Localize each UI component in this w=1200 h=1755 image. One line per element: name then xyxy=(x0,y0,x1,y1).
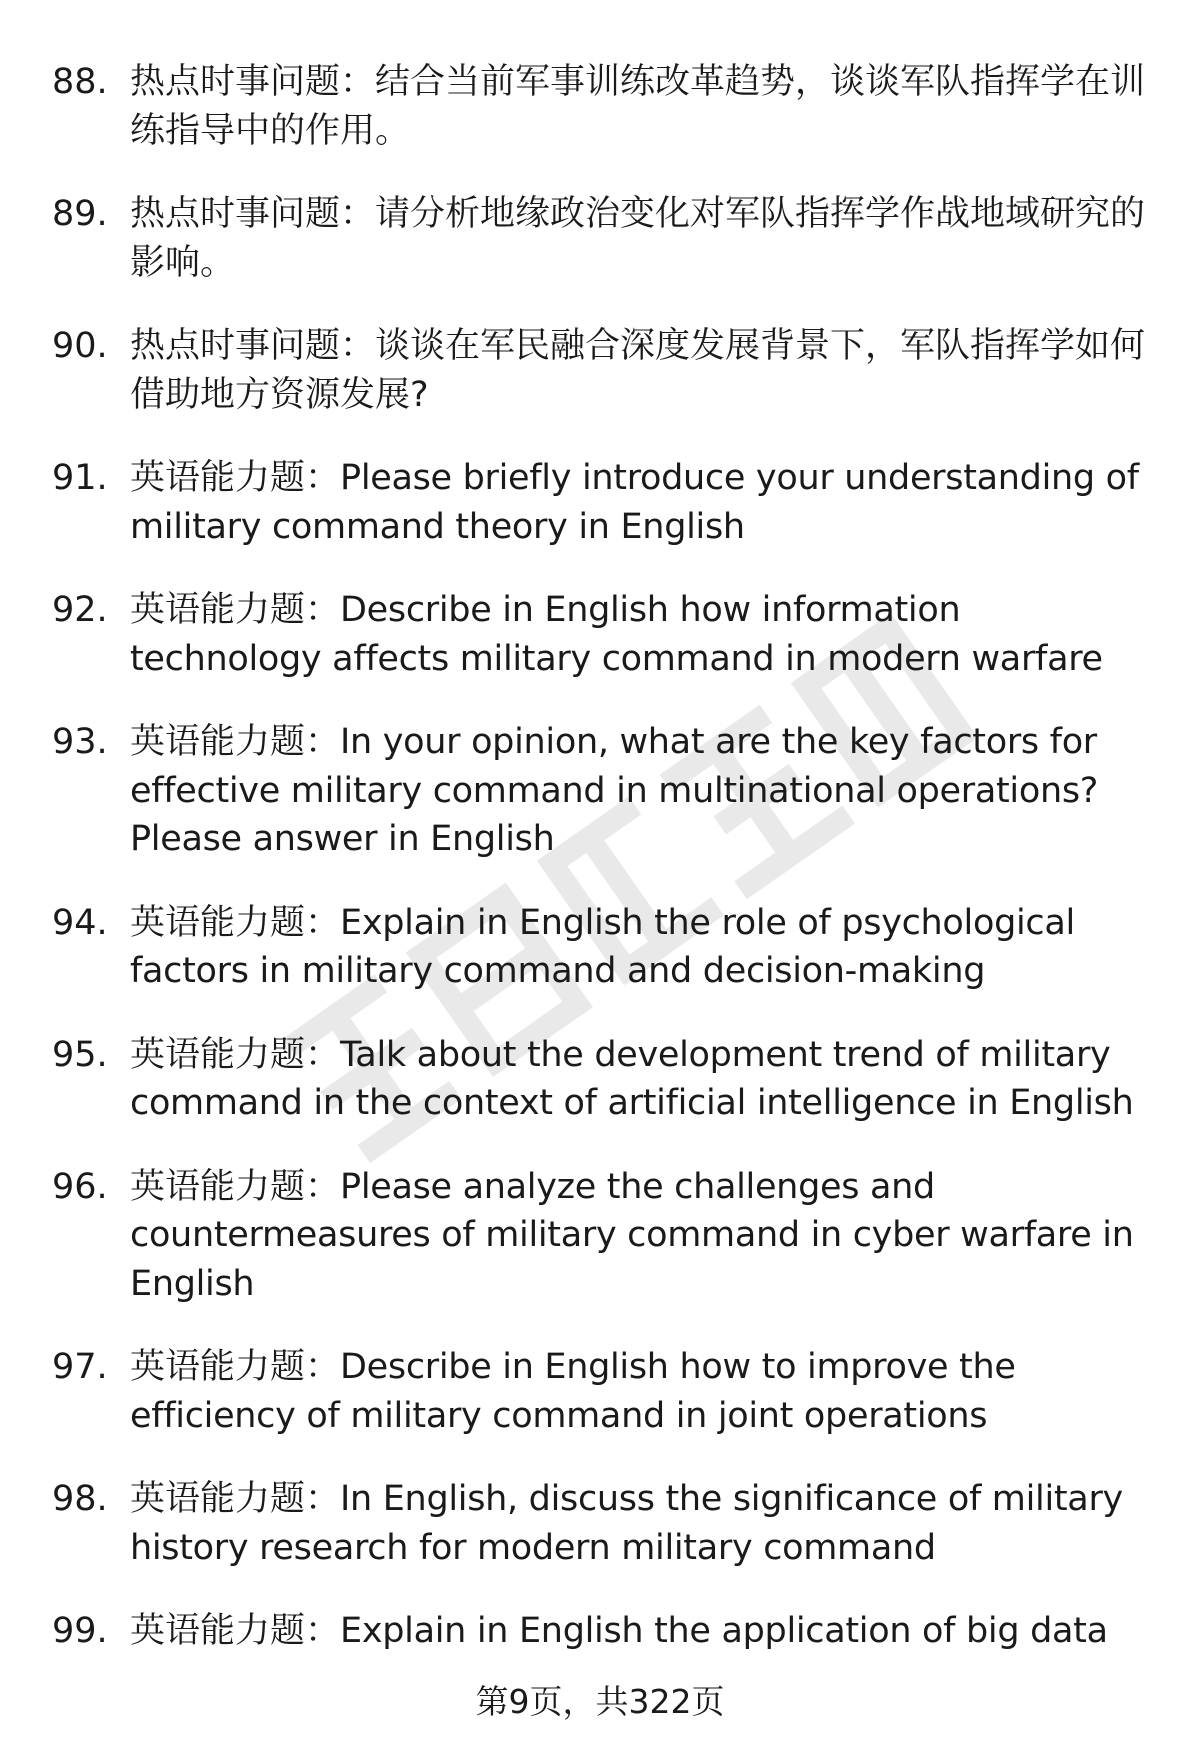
question-item xyxy=(52,322,1152,419)
question-item xyxy=(52,718,1152,864)
question-number: 89. xyxy=(52,194,108,234)
question-body: 请分析地缘政治变化对军队指挥学作战地域研究的影响。 xyxy=(130,194,1146,283)
question-item xyxy=(52,586,1152,683)
question-body: In English, discuss the significance of military history research for modern military command xyxy=(130,1479,1123,1568)
question-text xyxy=(130,1475,1152,1572)
question-item xyxy=(52,454,1152,551)
question-number: 90. xyxy=(52,326,108,366)
question-text xyxy=(130,1607,1152,1656)
question-item xyxy=(52,899,1152,996)
question-number: 96. xyxy=(52,1166,108,1207)
question-number: 94. xyxy=(52,902,108,943)
question-number: 88. xyxy=(52,62,108,102)
question-text xyxy=(130,1031,1152,1128)
question-item xyxy=(52,1163,1152,1309)
question-item xyxy=(52,1607,1152,1656)
question-category: 英语能力题： xyxy=(130,458,341,498)
question-text xyxy=(130,1343,1152,1440)
question-item xyxy=(52,1343,1152,1440)
question-text xyxy=(130,1163,1152,1309)
question-item xyxy=(52,1475,1152,1572)
question-number: 91. xyxy=(52,458,108,498)
question-body: Please analyze the challenges and countermeasures of military command in cyber warfare in English xyxy=(130,1166,1134,1304)
question-body: Describe in English how to improve the efficiency of military command in joint operations xyxy=(130,1347,1016,1436)
question-category: 英语能力题： xyxy=(130,1611,341,1651)
question-item xyxy=(52,1031,1152,1128)
question-text xyxy=(130,454,1152,551)
question-category: 英语能力题： xyxy=(130,1479,341,1519)
question-text xyxy=(130,190,1152,287)
question-list xyxy=(52,58,1152,1691)
question-number: 99. xyxy=(52,1611,108,1651)
question-body: Describe in English how information technology affects military command in modern warfare xyxy=(130,590,1103,679)
question-text xyxy=(130,718,1152,864)
question-category: 热点时事问题： xyxy=(130,326,376,366)
question-number: 97. xyxy=(52,1347,108,1387)
question-item xyxy=(52,58,1152,155)
question-category: 热点时事问题： xyxy=(130,194,376,234)
question-number: 93. xyxy=(52,722,108,762)
question-body: 谈谈在军民融合深度发展背景下，军队指挥学如何借助地方资源发展? xyxy=(130,326,1146,415)
question-number: 92. xyxy=(52,590,108,630)
question-body: In your opinion, what are the key factors for effective military command in multinational operations? Please answer in English xyxy=(130,722,1099,859)
question-item xyxy=(52,190,1152,287)
question-category: 英语能力题： xyxy=(130,590,341,630)
question-category: 英语能力题： xyxy=(130,902,341,943)
question-text xyxy=(130,322,1152,419)
question-body: Explain in English the role of psychological factors in military command and decision-making xyxy=(130,902,1075,991)
question-category: 英语能力题： xyxy=(130,1347,341,1387)
question-number: 95. xyxy=(52,1034,108,1075)
question-category: 英语能力题： xyxy=(130,722,341,762)
question-text xyxy=(130,586,1152,683)
question-category: 热点时事问题： xyxy=(130,62,376,102)
question-body: 结合当前军事训练改革趋势，谈谈军队指挥学在训练指导中的作用。 xyxy=(130,62,1146,151)
question-number: 98. xyxy=(52,1479,108,1519)
page-footer: 第9页，共322页 xyxy=(475,1682,725,1721)
question-category: 英语能力题： xyxy=(130,1166,341,1207)
question-text xyxy=(130,899,1152,996)
question-body: Explain in English the application of big data xyxy=(340,1611,1108,1651)
question-category: 英语能力题： xyxy=(130,1034,341,1075)
question-body: Please briefly introduce your understanding of military command theory in English xyxy=(130,458,1139,547)
question-text xyxy=(130,58,1152,155)
question-body: Talk about the development trend of military command in the context of artificial intelligence in English xyxy=(130,1034,1134,1123)
